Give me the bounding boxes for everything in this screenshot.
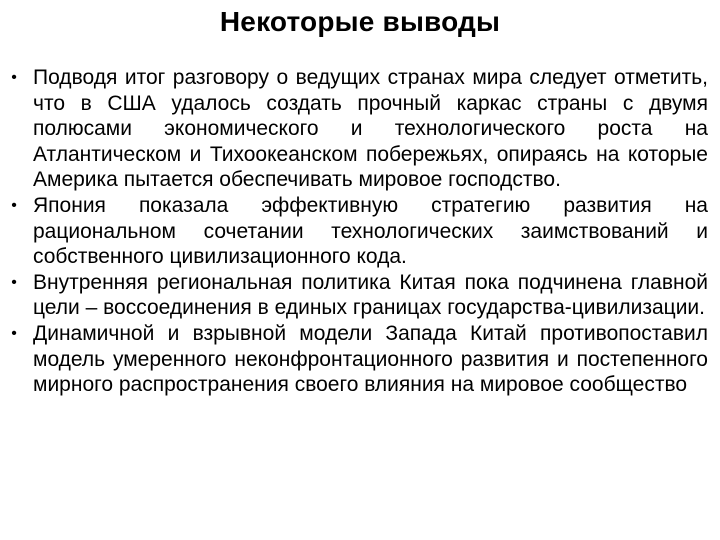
bullet-text: Динамичной и взрывной модели Запада Китай противопоставил модель умеренного неконфронтационного развития и постепенного мирного распространения своего влияния на мировое сообщество — [33, 321, 708, 397]
slide-title: Некоторые выводы — [219, 6, 501, 37]
bullet-text: Внутренняя региональная политика Китая пока подчинена главной цели – воссоединения в единых границах государства-цивилизации. — [33, 270, 708, 320]
bullet-dot-icon: • — [11, 196, 17, 214]
bullet-text: Япония показала эффективную стратегию развития на рациональном сочетании технологических заимствований и собственного цивилизационного кода. — [33, 193, 708, 269]
bullet-dot-icon: • — [11, 273, 17, 291]
bullet-item — [0, 65, 720, 193]
bullet-dot-icon: • — [11, 324, 17, 342]
bullet-list — [0, 65, 720, 398]
bullet-item — [0, 270, 720, 321]
bullet-dot-icon: • — [11, 69, 17, 86]
bullet-text: Подводя итог разговору о ведущих странах мира следует отметить, что в США удалось создать прочный каркас страны с двумя полюсами экономического и технологического роста на Атлантическом и Тихоокеанском побережьях, опираясь на которые Америка пытается обеспечивать мировое господство. — [33, 66, 708, 192]
bullet-item — [0, 321, 720, 398]
bullet-item — [0, 193, 720, 270]
